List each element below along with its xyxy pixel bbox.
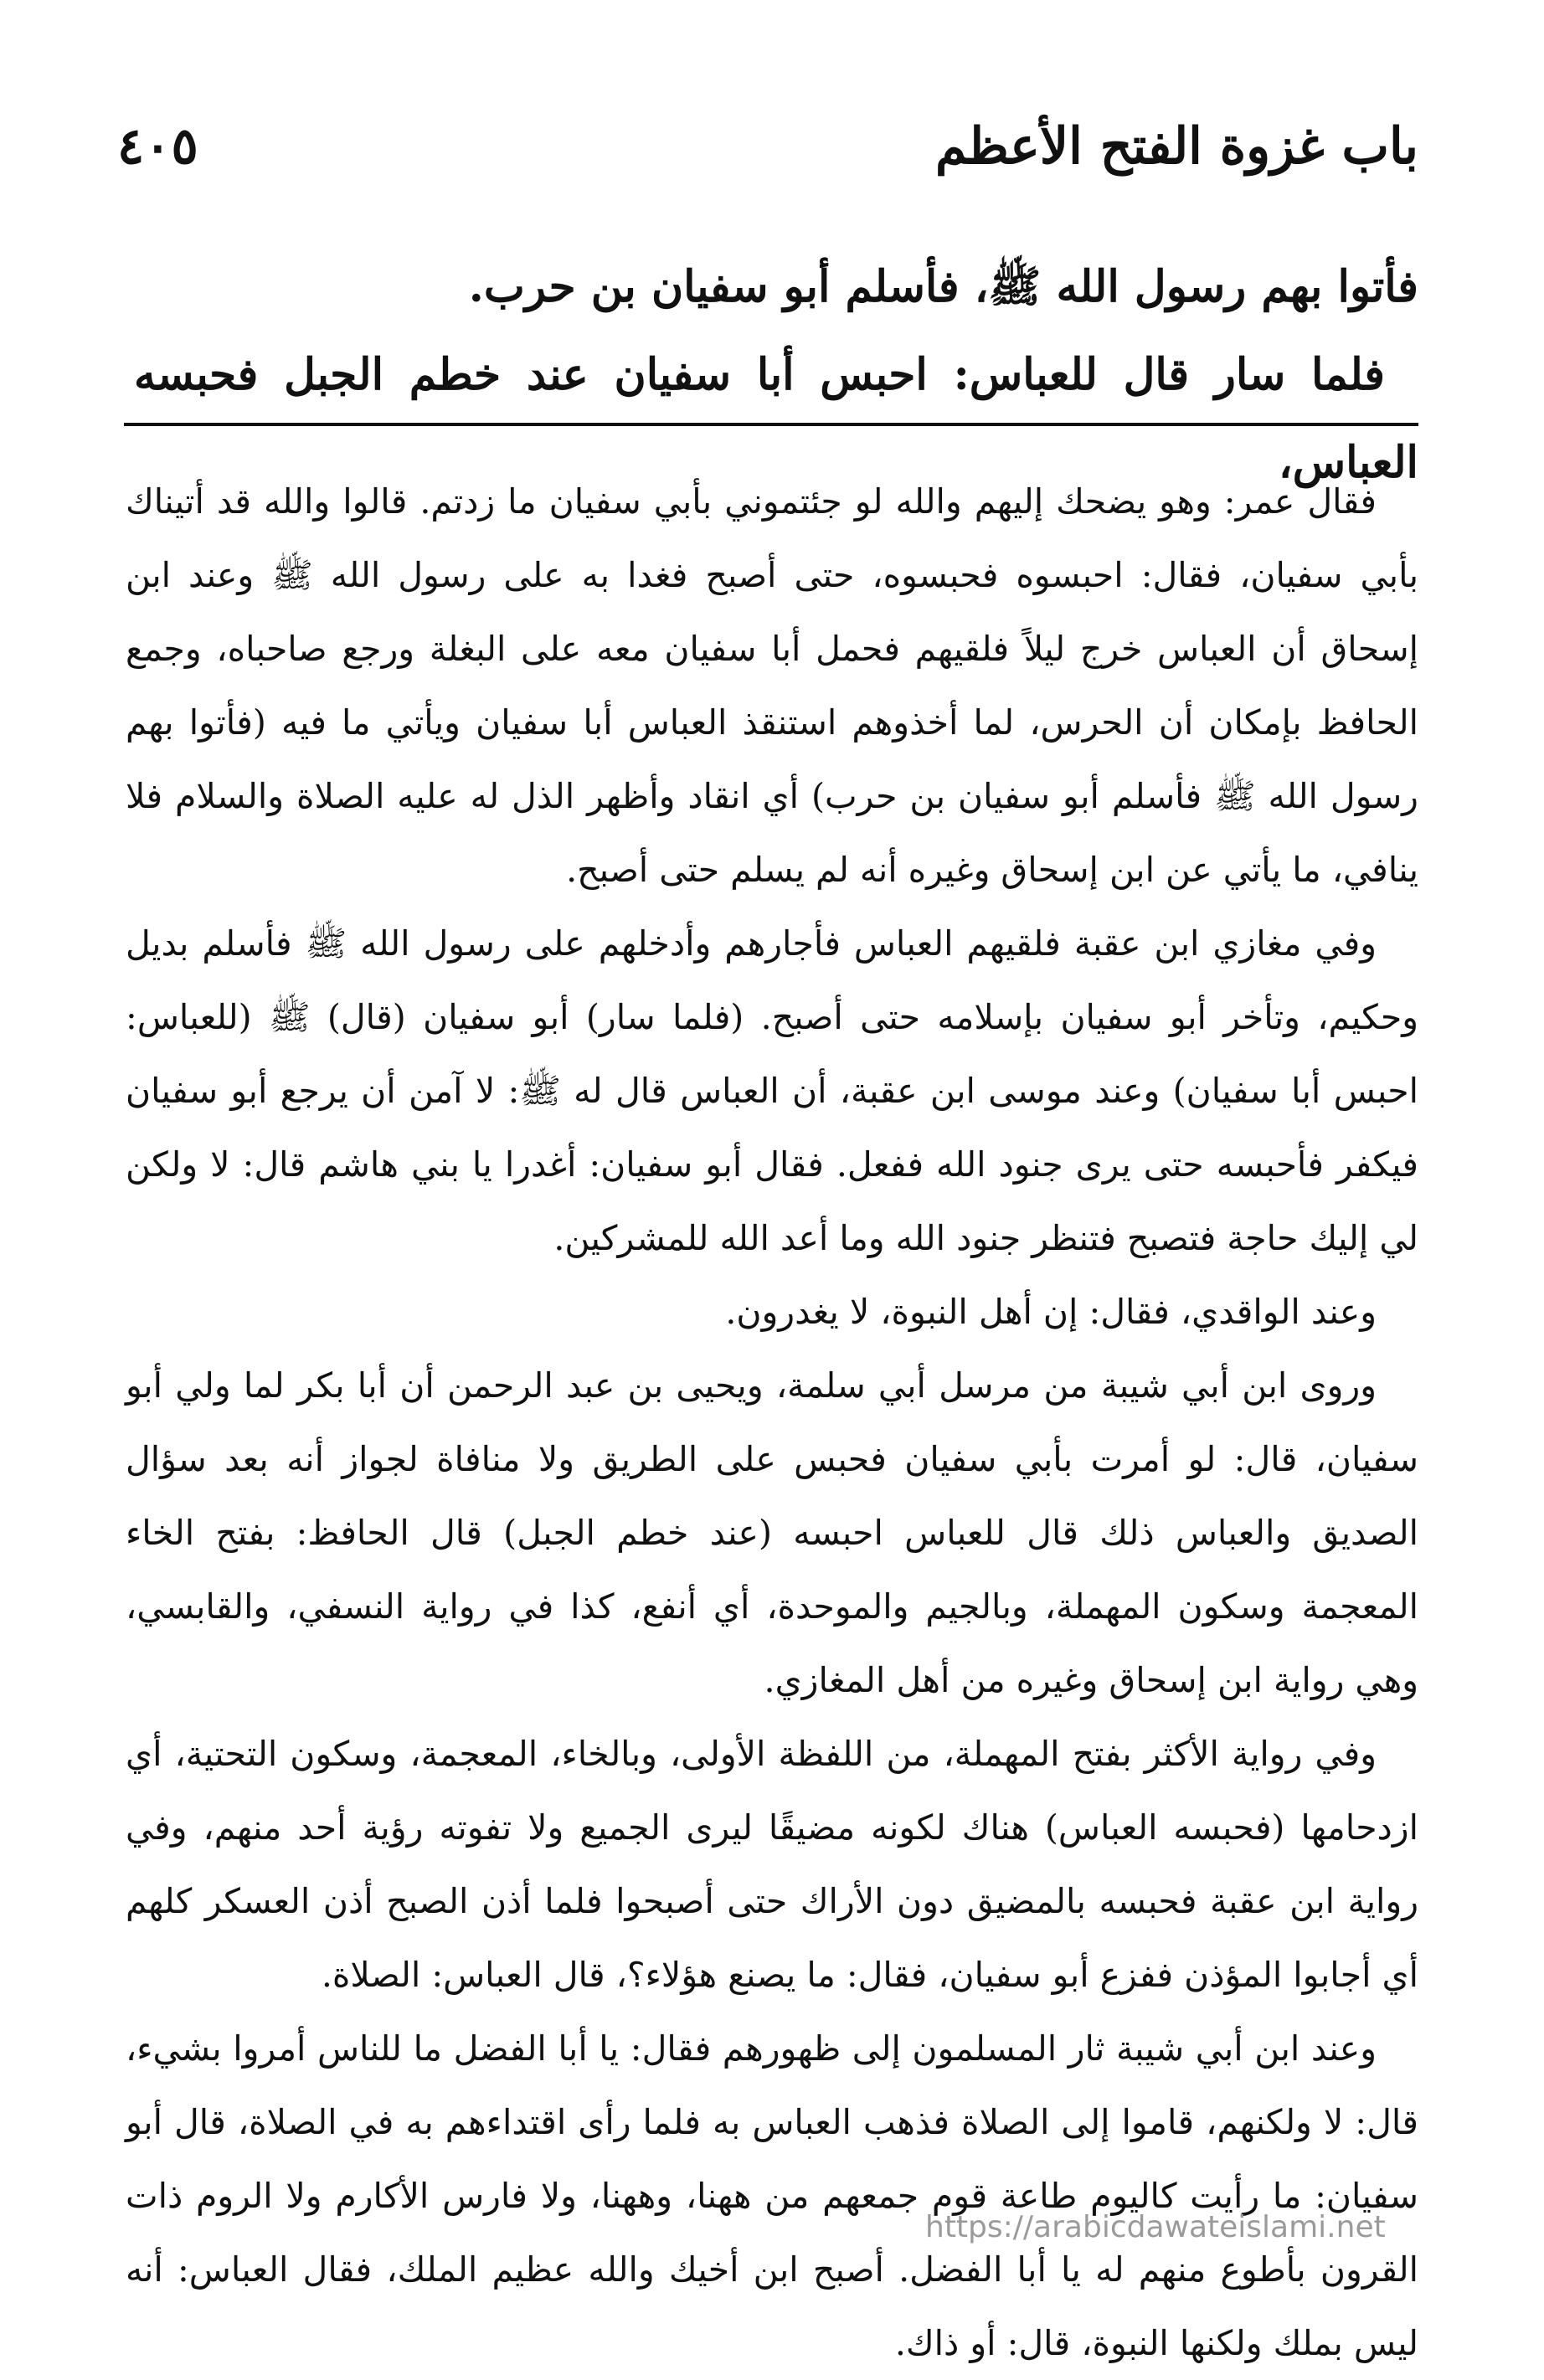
main-text-line: فأتوا بهم رسول الله ﷺ، فأسلم أبو سفيان بن حرب.	[468, 261, 1418, 312]
watermark-url: https://arabicdawateislami.net	[925, 2210, 1386, 2244]
commentary-paragraph: وفي رواية الأكثر بفتح المهملة، من اللفظة الأولى، وبالخاء، المعجمة، وسكون التحتية، أي ازدحامها (فحبسه العباس) هناك لكونه مضيقًا ليرى الجميع ولا تفوته رؤية أحد منهم، وفي رواية ابن عقبة فحبسه بالمضيق دون الأراك حتى أصبحوا فلما أذن الصبح أذن العسكر كلهم أي أجابوا المؤذن ففزع أبو سفيان، فقال: ما يصنع هؤلاء؟، قال العباس: الصلاة.	[126, 1734, 1418, 1995]
main-text-line: فلما سار قال للعباس: احبس أبا سفيان عند خطم الجبل فحبسه العباس،	[134, 349, 1418, 488]
page-number: ٤٠٥	[117, 117, 198, 176]
commentary-paragraph: وعند الواقدي، فقال: إن أهل النبوة، لا يغدرون.	[725, 1292, 1377, 1332]
chapter-title: باب غزوة الفتح الأعظم	[934, 117, 1418, 176]
page-header	[117, 117, 1418, 201]
commentary	[126, 465, 1418, 2380]
commentary-paragraph: فقال عمر: وهو يضحك إليهم والله لو جئتموني بأبي سفيان ما زدتم. قالوا والله قد أتيناك بأبي سفيان، فقال: احبسوه فحبسوه، حتى أصبح فغدا به على رسول الله ﷺ وعند ابن إسحاق أن العباس خرج ليلاً فلقيهم فحمل أبا سفيان معه على البغلة ورجع صاحباه، وجمع الحافظ بإمكان أن الحرس، لما أخذوهم استنقذ العباس أبا سفيان ويأتي ما فيه (فأتوا بهم رسول الله ﷺ فأسلم أبو سفيان بن حرب) أي انقاد وأظهر الذل له عليه الصلاة والسلام فلا ينافي، ما يأتي عن ابن إسحاق وغيره أنه لم يسلم حتى أصبح.	[126, 481, 1418, 890]
separator-rule	[124, 423, 1418, 426]
commentary-paragraph: وروى ابن أبي شيبة من مرسل أبي سلمة، ويحيى بن عبد الرحمن أن أبا بكر لما ولي أبو سفيان، قال: لو أمرت بأبي سفيان فحبس على الطريق ولا منافاة لجواز أنه بعد سؤال الصديق والعباس ذلك قال للعباس احبسه (عند خطم الجبل) قال الحافظ: بفتح الخاء المعجمة وسكون المهملة، وبالجيم والموحدة، أي أنفع، كذا في رواية النسفي، والقابسي، وهي رواية ابن إسحاق وغيره من أهل المغازي.	[126, 1365, 1418, 1700]
commentary-paragraph: وفي مغازي ابن عقبة فلقيهم العباس فأجارهم وأدخلهم على رسول الله ﷺ فأسلم بديل وحكيم، وتأخر أبو سفيان بإسلامه حتى أصبح. (فلما سار) أبو سفيان (قال) ﷺ (للعباس: احبس أبا سفيان) وعند موسى ابن عقبة، أن العباس قال له ﷺ: لا آمن أن يرجع أبو سفيان فيكفر فأحبسه حتى يرى جنود الله ففعل. فقال أبو سفيان: أغدرا يا بني هاشم قال: لا ولكن لي إليك حاجة فتصبح فتنظر جنود الله وما أعد الله للمشركين.	[126, 923, 1418, 1258]
commentary-paragraph: وعند ابن أبي شيبة ثار المسلمون إلى ظهورهم فقال: يا أبا الفضل ما للناس أمروا بشيء، قال: لا ولكنهم، قاموا إلى الصلاة فذهب العباس به فلما رأى اقتداءهم به في الصلاة، قال أبو سفيان: ما رأيت كاليوم طاعة قوم جمعهم من ههنا، وههنا، ولا فارس الأكارم ولا الروم ذات القرون بأطوع منهم له يا أبا الفضل. أصبح ابن أخيك والله عظيم الملك، فقال العباس: أنه ليس بملك ولكنها النبوة، قال: أو ذاك.	[126, 2028, 1418, 2363]
